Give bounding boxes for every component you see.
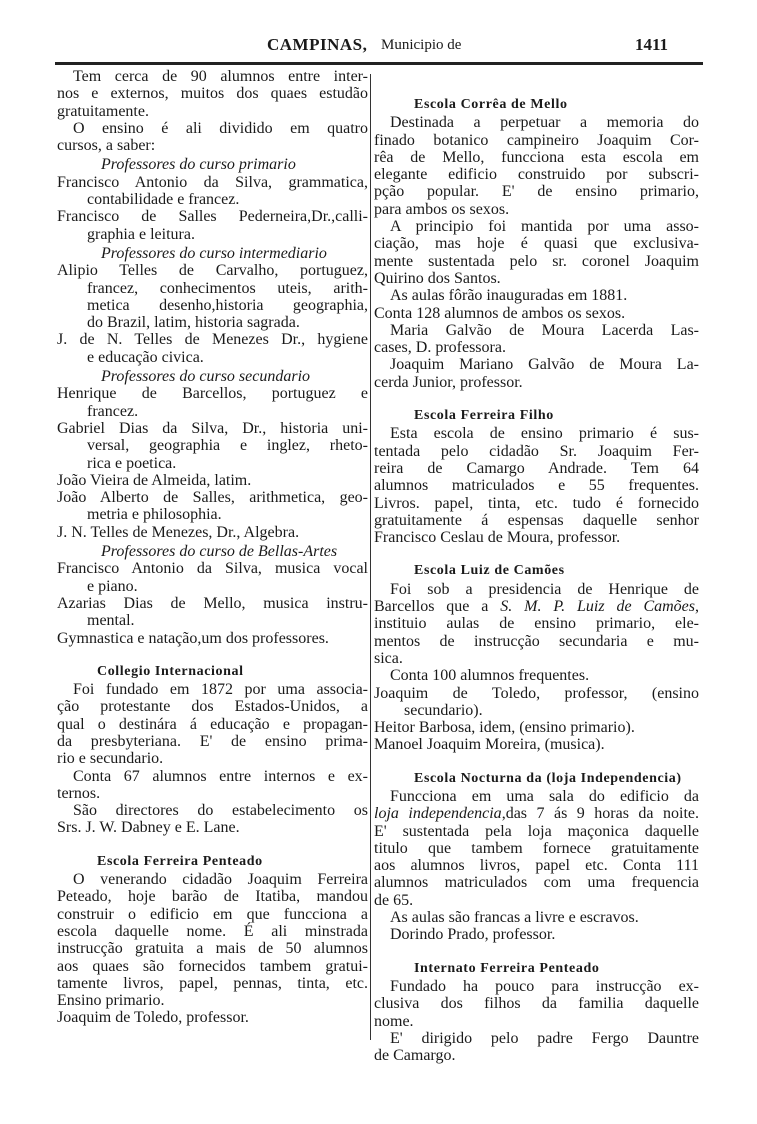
section-heading [374, 407, 699, 424]
text-line: Livros. papel, tinta, etc. tudo é fornecido [374, 494, 699, 512]
list-entry [57, 524, 368, 541]
text-line: Conta 67 alumnos entre internos e ex- [73, 767, 368, 785]
text-line: Escola Ferreira Penteado [97, 853, 263, 869]
text-line: Escola Corrêa de Mello [414, 97, 568, 112]
list-entry [374, 736, 699, 753]
text-line: Collegio Internacional [97, 663, 244, 679]
text-line: Internato Ferreira Penteado [414, 960, 600, 976]
text-line: aos quaes são fornecidos tambem gratui- [57, 957, 368, 975]
paragraph [374, 425, 699, 546]
text-line: construir o edificio em que funcciona a [57, 905, 368, 923]
list-entry [57, 489, 368, 524]
text-line: reira de Camargo Andrade. Tem 64 [374, 459, 699, 477]
text-line: metica desenho,historia geographia, [87, 296, 368, 314]
list-entry [57, 595, 368, 630]
text-line: Francisco Ceslau de Moura, professor. [374, 529, 621, 547]
text-segment: , [695, 598, 700, 616]
text-line: Peteado, hoje barão de Itatiba, mandou [57, 888, 368, 906]
column-left [57, 68, 368, 1027]
header-rule [55, 62, 703, 65]
text-line: Alipio Telles de Carvalho, portuguez, [57, 262, 368, 280]
paragraph [374, 909, 699, 926]
text-line: ternos. [57, 784, 101, 802]
text-line: Joaquim de Toledo, professor. [57, 1009, 249, 1027]
list-entry [57, 174, 368, 209]
text-line: francez, conhecimentos uteis, arith- [87, 279, 368, 297]
text-line: Escola Nocturna da (loja Independencia) [414, 770, 682, 786]
text-line: alumnos matriculados com uma frequencia [374, 874, 699, 892]
list-entry [374, 719, 699, 736]
text-line: cases, D. professora. [374, 339, 506, 357]
page-header [55, 33, 703, 55]
list-entry [57, 560, 368, 595]
text-line: e educação civica. [87, 348, 204, 366]
text-line: Azarias Dias de Mello, musica instru- [57, 594, 368, 612]
list-entry [57, 420, 368, 472]
text-line: mental. [87, 612, 135, 630]
text-line: Dorindo Prado, professor. [390, 926, 556, 944]
paragraph [374, 581, 699, 667]
text-line: Heitor Barbosa, idem, (ensino primario). [374, 719, 635, 737]
text-line: Maria Galvão de Moura Lacerda Las- [390, 321, 699, 339]
page-number: 1411 [635, 35, 669, 54]
text-line: Funcciona em uma sala do edificio da [390, 787, 699, 805]
paragraph [57, 802, 368, 837]
text-line: qual o destinára á educação e propagan- [57, 715, 368, 733]
list-entry [57, 262, 368, 331]
list-entry [57, 208, 368, 243]
text-line: nome. [374, 1012, 414, 1030]
paragraph [374, 287, 699, 304]
list-entry [57, 472, 368, 489]
text-line: Professores do curso primario [101, 156, 296, 174]
text-line: J. N. Telles de Menezes, Dr., Algebra. [57, 523, 300, 541]
text-line: Gabriel Dias da Silva, Dr., historia uni- [57, 419, 368, 437]
text-line: nos e externos, muitos dos quaes estudão [57, 85, 368, 103]
text-line: sica. [374, 649, 403, 667]
text-line: aos alumnos livros, papel etc. Conta 111 [374, 857, 699, 875]
paragraph [374, 667, 699, 684]
text-line: Esta escola de ensino primario é sus- [390, 425, 699, 443]
text-line: ciação, mas hoje é quasi que exclusiva- [374, 235, 699, 253]
column-right [374, 80, 699, 1064]
text-line: São directores do estabelecimento os [73, 802, 368, 820]
text-line: Srs. J. W. Dabney e E. Lane. [57, 819, 240, 837]
text-line: instrucção gratuita a mais de 50 alumnos [57, 940, 368, 958]
text-line: gratuitamente á espensas daquelle senhor [374, 511, 699, 529]
text-line: contabilidade e francez. [87, 191, 240, 209]
text-segment: Barcellos que a [374, 598, 501, 616]
list-entry [57, 630, 368, 647]
subsection-heading [57, 368, 368, 385]
text-line: Escola Ferreira Filho [414, 408, 554, 424]
paragraph [57, 871, 368, 1009]
text-line: secundario). [404, 701, 483, 719]
text-line: Fundado ha pouco para instrucção ex- [390, 977, 699, 995]
text-line: Foi sob a presidencia de Henrique de [390, 580, 699, 598]
text-line: elegante edificio construido por subscri- [374, 166, 699, 184]
header-subtitle: Municipio de [381, 37, 462, 53]
text-line: Joaquim Mariano Galvão de Moura La- [390, 356, 699, 374]
text-line: Conta 128 alumnos de ambos os sexos. [374, 304, 626, 322]
paragraph [374, 978, 699, 1030]
text-line: versal, geographia e inglez, rheto- [87, 437, 368, 455]
italic-text-segment: loja independencia [374, 805, 502, 823]
text-line: João Alberto de Salles, arithmetica, geo- [57, 489, 368, 507]
paragraph [57, 68, 368, 120]
subsection-heading [57, 156, 368, 173]
text-line: mente sustentada pelo sr. coronel Joaquim [374, 252, 699, 270]
text-line: rio e secundario. [57, 750, 164, 768]
text-line: Gymnastica e natação,um dos professores. [57, 629, 329, 647]
text-line: graphia e leitura. [87, 225, 195, 243]
text-line: escola daquelle nome. É ali minstrada [57, 922, 368, 940]
text-line: cursos, a saber: [57, 137, 156, 155]
list-entry [57, 385, 368, 420]
text-line: Professores do curso intermediario [101, 244, 327, 262]
text-line: Francisco Antonio da Silva, grammatica, [57, 173, 368, 191]
text-line: Escola Luiz de Camões [414, 563, 565, 579]
text-line: alumnos matriculados e 55 frequentes. [374, 477, 699, 495]
text-segment: ,das 7 ás 9 horas da noite. [501, 805, 700, 823]
text-line: clusiva dos filhos da familia daquelle [374, 995, 699, 1013]
text-line: cerda Junior, professor. [374, 373, 523, 391]
paragraph [57, 681, 368, 767]
paragraph [57, 120, 368, 155]
text-line: gratuitamente. [57, 102, 149, 120]
text-line [374, 805, 699, 822]
paragraph [374, 788, 699, 909]
section-heading [374, 960, 699, 977]
text-line: E' sustentada pela loja maçonica daquelle [374, 822, 699, 840]
paragraph [374, 114, 699, 218]
text-line: Conta 100 alumnos frequentes. [390, 667, 590, 685]
text-line: O ensino é ali dividido em quatro [73, 119, 368, 137]
text-line: A principio foi mantida por uma asso- [390, 218, 699, 236]
text-line: de 65. [374, 891, 414, 909]
text-line: e piano. [87, 577, 138, 595]
text-line: da presbyteriana. E' de ensino prima- [57, 732, 368, 750]
text-line: Destinada a perpetuar a memoria do [390, 114, 699, 132]
paragraph [374, 926, 699, 943]
paragraph [374, 218, 699, 287]
text-line [374, 598, 699, 615]
header-city: CAMPINAS, [267, 35, 368, 54]
text-line: E' dirigido pelo padre Fergo Dauntre [390, 1029, 699, 1047]
text-line: Francisco de Salles Pederneira,Dr.,calli- [57, 208, 368, 226]
list-entry [57, 1009, 368, 1026]
text-line: francez. [87, 402, 139, 420]
section-heading [374, 96, 699, 113]
section-heading [57, 853, 368, 870]
text-line: rêa de Mello, funcciona esta escola em [374, 148, 699, 166]
list-entry [57, 331, 368, 366]
text-line: finado botanico campineiro Joaquim Cor- [374, 131, 699, 149]
text-line: ção protestante dos Estados-Unidos, a [57, 698, 368, 716]
text-line: As aulas são francas a livre e escravos. [390, 909, 639, 927]
text-line: Tem cerca de 90 alumnos entre inter- [73, 68, 368, 85]
text-line: de Camargo. [374, 1047, 456, 1065]
text-line: Professores do curso secundario [101, 368, 311, 386]
text-line: Quirino dos Santos. [374, 269, 501, 287]
section-heading [374, 562, 699, 579]
paragraph [374, 322, 699, 357]
text-line: J. de N. Telles de Menezes Dr., hygiene [57, 331, 368, 349]
text-line: tentada pelo cidadão Sr. Joaquim Fer- [374, 442, 699, 460]
text-line: Foi fundado em 1872 por uma associa- [73, 681, 368, 699]
text-line: instituio aulas de ensino primario, ele- [374, 615, 699, 633]
text-line: rica e poetica. [87, 454, 177, 472]
column-divider [370, 74, 371, 1040]
text-line: mentos de instrucção secundaria e mu- [374, 632, 699, 650]
text-line: Francisco Antonio da Silva, musica vocal [57, 560, 368, 578]
text-line: metria e philosophia. [87, 506, 222, 524]
text-line: para ambos os sexos. [374, 200, 510, 218]
subsection-heading [57, 245, 368, 262]
text-line: O venerando cidadão Joaquim Ferreira [73, 871, 368, 889]
text-line: Manoel Joaquim Moreira, (musica). [374, 736, 605, 754]
text-line: As aulas fôrão inauguradas em 1881. [390, 287, 628, 305]
text-line: João Vieira de Almeida, latim. [57, 471, 252, 489]
text-line: pção popular. E' de ensino primario, [374, 183, 699, 201]
section-heading [57, 663, 368, 680]
paragraph [57, 768, 368, 803]
section-heading [374, 770, 699, 787]
list-entry [374, 685, 699, 720]
italic-text-segment: S. M. P. Luiz de Camões [500, 598, 696, 616]
text-line: tamente livros, papel, pennas, tinta, etc. [57, 974, 368, 992]
text-line: Professores do curso de Bellas-Artes [101, 543, 338, 561]
paragraph [374, 356, 699, 391]
text-line: titulo que tambem fornece gratuitamente [374, 839, 699, 857]
subsection-heading [57, 543, 368, 560]
text-line: Ensino primario. [57, 992, 165, 1010]
text-line: Joaquim de Toledo, professor, (ensino [374, 684, 699, 702]
text-line: Henrique de Barcellos, portuguez e [57, 385, 368, 403]
list-entry [374, 305, 699, 322]
paragraph [374, 1030, 699, 1065]
text-line: do Brazil, latim, historia sagrada. [87, 314, 300, 332]
